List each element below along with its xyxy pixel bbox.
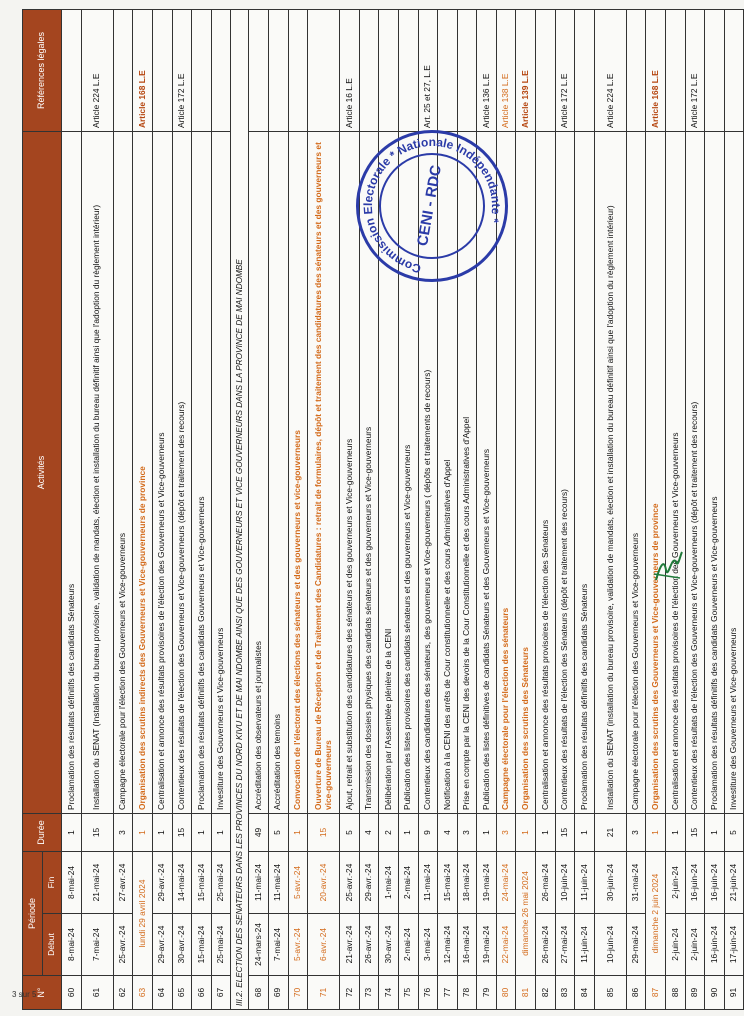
row-number: 70 [288,976,308,1010]
row-reference [666,10,686,132]
row-number: 79 [477,976,497,1010]
row-activite: Centralisation et annonce des résultats provisoires de l'élection des Sénateurs [536,132,556,814]
page-footer: 3 sur 5 [12,990,37,999]
row-debut: 7-mai-24 [268,914,288,976]
row-activite: Organisation des scrutins indirects des Gouverneurs et Vice-gouverneurs de province [133,132,153,814]
row-debut: 30-avr.-24 [379,914,399,976]
row-debut: 26-mai-24 [536,914,556,976]
table-row [192,10,212,1010]
row-debut: 16-juin-24 [705,914,725,976]
row-reference [705,10,725,132]
row-activite: Transmission des dossiers physiques des candidats sénateurs et des gouverneurs et Vice-gouverneurs [359,132,379,814]
row-reference [438,10,458,132]
table-row [133,10,153,1010]
row-duree: 1 [133,814,153,852]
row-duree: 1 [477,814,497,852]
row-number: 88 [666,976,686,1010]
row-activite: Délibération par l'Assemblée plénière de la CENI [379,132,399,814]
row-debut: 12-mai-24 [438,914,458,976]
row-debut: 22-mai-24 [496,914,516,976]
row-activite: Campagne électorale pour l'élection des sénateurs [496,132,516,814]
row-reference: Article 224 L.E [594,10,626,132]
row-duree: 1 [536,814,556,852]
row-duree: 1 [646,814,666,852]
row-duree: 4 [359,814,379,852]
table-row [705,10,725,1010]
row-reference [152,10,172,132]
row-reference: Article 138 L.E [496,10,516,132]
row-debut: 2-mai-24 [398,914,418,976]
table-row [516,10,536,1010]
row-debut: 24-mars-24 [249,914,269,976]
table-row [555,10,575,1010]
row-number: 73 [359,976,379,1010]
row-reference [288,10,308,132]
row-fin: 16-juin-24 [705,852,725,914]
row-debut: 17-juin-24 [724,914,744,976]
row-activite: Investiture des Gouverneurs et Vice-gouverneurs [211,132,231,814]
table-row [626,10,646,1010]
row-number: 64 [152,976,172,1010]
row-fin: 18-mai-24 [457,852,477,914]
row-fin: 8-mai-24 [62,852,82,914]
row-reference [249,10,269,132]
row-fin: 31-mai-24 [626,852,646,914]
row-number: 83 [555,976,575,1010]
row-activite: Contentieux des candidatures des sénateurs, des gouverneurs et Vice-gouverneurs ( dépôts et traitements de recours) [418,132,438,814]
row-fin: 10-juin-24 [555,852,575,914]
table-row [113,10,133,1010]
row-activite: Proclamation des résultats définitifs des candidats Sénateurs [62,132,82,814]
row-number: 65 [172,976,192,1010]
row-activite: Organisation des scrutins des Sénateurs [516,132,536,814]
row-duree: 1 [192,814,212,852]
row-duree: 1 [516,814,536,852]
row-debut: 26-avr.-24 [359,914,379,976]
row-debut: 15-mai-24 [192,914,212,976]
row-duree: 15 [172,814,192,852]
row-number: 74 [379,976,399,1010]
row-number: 62 [113,976,133,1010]
row-fin: 5-avr.-24 [288,852,308,914]
row-duree: 4 [438,814,458,852]
row-activite: Centralisation et annonce des résultats provisoires de l'élection des Gouverneurs et Vice-gouverneurs [666,132,686,814]
row-duree: 21 [594,814,626,852]
col-header-debut: Début [42,914,62,976]
section-title: III.2. ELECTION DES SENATEURS DANS LES PROVINCES DU NORD KIVU ET DE MAI NDOMBE AINSI QUE DES GOUVERNEURS ET VICE GOUVERNEURS DANS LA PROVINCE DE MAI NDOMBE [231,10,249,1010]
col-header-periode: Période [23,852,43,976]
row-reference [62,10,82,132]
row-fin: 11-mai-24 [249,852,269,914]
row-number: 82 [536,976,556,1010]
table-row [536,10,556,1010]
row-number: 66 [192,976,212,1010]
row-duree: 15 [555,814,575,852]
rotated-page [22,10,739,1010]
stamp-center-text: CENI - RDC [414,163,445,248]
header-row [23,10,43,1010]
row-reference: Article 172 L.E [172,10,192,132]
row-fin: 30-juin-24 [594,852,626,914]
row-reference: Article 224 L.E [81,10,113,132]
col-header-activites: Activités [23,132,62,814]
row-fin: 15-mai-24 [192,852,212,914]
row-reference: Article 172 L.E [685,10,705,132]
row-number: 75 [398,976,418,1010]
row-number: 91 [724,976,744,1010]
row-activite: Installation du SENAT (installation du bureau provisoire, validation de mandats, élection et installation du bureau définitif ainsi que l'adoption du règlement intérieur) [594,132,626,814]
row-reference: Article 139 L.E [516,10,536,132]
row-activite: Accréditation des observateurs et journalistes [249,132,269,814]
row-date: lundi 29 avril 2024 [133,852,153,976]
row-number: 61 [81,976,113,1010]
table-row [594,10,626,1010]
row-reference [457,10,477,132]
row-duree: 49 [249,814,269,852]
row-debut: 25-avr.-24 [113,914,133,976]
col-header-fin: Fin [42,852,62,914]
row-duree: 1 [666,814,686,852]
row-reference [359,10,379,132]
table-row [575,10,595,1010]
row-fin: 19-mai-24 [477,852,497,914]
row-duree: 1 [152,814,172,852]
row-number: 77 [438,976,458,1010]
row-debut: 27-mai-24 [555,914,575,976]
row-number: 89 [685,976,705,1010]
row-fin: 11-mai-24 [418,852,438,914]
row-activite: Campagne électorale pour l'élection des Gouverneurs et Vice-gouverneurs [626,132,646,814]
row-number: 81 [516,976,536,1010]
row-activite: Centralisation et annonce des résultats provisoires de l'élection des Gouverneurs et Vice-gouverneurs [152,132,172,814]
row-duree: 1 [398,814,418,852]
row-activite: Proclamation des résultats définitifs des candidats Sénateurs [575,132,595,814]
row-activite: Contentieux des résultats de l'élection des Gouverneurs et Vice-gouverneurs (dépôt et traitement des recours) [172,132,192,814]
ceni-stamp [344,118,520,294]
row-date: dimanche 2 juin 2024 [646,852,666,976]
row-reference [379,10,399,132]
row-reference: Article 136 L.E [477,10,497,132]
row-number: 67 [211,976,231,1010]
row-reference: Article 16 L.E [340,10,360,132]
row-debut: 29-mai-24 [626,914,646,976]
table-row [685,10,705,1010]
row-duree: 5 [724,814,744,852]
table-row [62,10,82,1010]
row-number: 80 [496,976,516,1010]
row-duree: 5 [268,814,288,852]
row-fin: 27-avr.-24 [113,852,133,914]
row-activite: Ouverture de Bureau de Réception et de Traitement des Candidatures : retrait de formulaires, dépôt et traitement des candidatures des sénateurs et des gouverneurs et vice-gouverneurs [308,132,340,814]
row-activite: Convocation de l'électorat des élections des sénateurs et des gouverneurs et vice-gouverneurs [288,132,308,814]
table-row [249,10,269,1010]
row-duree: 15 [81,814,113,852]
row-debut: 19-mai-24 [477,914,497,976]
row-fin: 16-juin-24 [685,852,705,914]
row-fin: 11-juin-24 [575,852,595,914]
row-activite: Notification à la CENI des arrêts de Cour constitutionnelle et des cours Administratives d'Appel [438,132,458,814]
row-duree: 3 [626,814,646,852]
row-reference [626,10,646,132]
row-fin: 14-mai-24 [172,852,192,914]
row-duree: 3 [113,814,133,852]
row-activite: Contentieux des résultats de l'élection des Gouverneurs et Vice-gouverneurs (dépôt et traitement des recours) [685,132,705,814]
row-duree: 9 [418,814,438,852]
row-number: 71 [308,976,340,1010]
row-fin: 26-mai-24 [536,852,556,914]
row-duree: 1 [575,814,595,852]
row-activite: Ajout, retrait et substitution des candidatures des sénateurs et des gouverneurs et Vice-gouverneurs [340,132,360,814]
table-row [288,10,308,1010]
row-number: 78 [457,976,477,1010]
row-reference [308,10,340,132]
row-fin: 11-mai-24 [268,852,288,914]
row-debut: 7-mai-24 [81,914,113,976]
row-activite: Publication des listes définitives de candidats Sénateurs et des Gouverneurs et Vice-gouverneurs [477,132,497,814]
row-reference: Art. 25 et 27, L.E [418,10,438,132]
row-fin: 21-juin-24 [724,852,744,914]
row-duree: 1 [705,814,725,852]
row-number: 69 [268,976,288,1010]
row-duree: 1 [62,814,82,852]
row-reference [268,10,288,132]
col-header-num: N° [23,976,62,1010]
row-number: 60 [62,976,82,1010]
table-row [152,10,172,1010]
row-number: 68 [249,976,269,1010]
row-date: dimanche 26 mai 2024 [516,852,536,976]
row-debut: 3-mai-24 [418,914,438,976]
row-activite: Publication des listes provisoires des candidats sénateurs et des gouverneurs et Vice-gouverneurs [398,132,418,814]
section-row [231,10,249,1010]
row-activite: Proclamation des résultats définitifs des candidats Gouverneurs et Vice-gouverneurs [705,132,725,814]
row-number: 87 [646,976,666,1010]
row-number: 90 [705,976,725,1010]
row-activite: Organisation des scrutins des Gouverneurs et Vice-gouverneurs de province [646,132,666,814]
row-debut: 29-avr.-24 [152,914,172,976]
table-row [340,10,360,1010]
table-row [724,10,744,1010]
row-duree: 3 [496,814,516,852]
row-fin: 15-mai-24 [438,852,458,914]
row-activite: Accréditation des temoins [268,132,288,814]
table-row [666,10,686,1010]
row-number: 85 [594,976,626,1010]
row-debut: 11-juin-24 [575,914,595,976]
row-debut: 25-mai-24 [211,914,231,976]
row-debut: 2-juin-24 [685,914,705,976]
row-number: 63 [133,976,153,1010]
row-debut: 5-avr.-24 [288,914,308,976]
table-row [646,10,666,1010]
row-reference: Article 172 L.E [555,10,575,132]
row-duree: 1 [288,814,308,852]
row-duree: 3 [457,814,477,852]
table-row [172,10,192,1010]
row-fin: 2-mai-24 [398,852,418,914]
table-row [268,10,288,1010]
stamp-ring-text: Commission Electorale * Nationale Indépendante * [360,134,504,276]
row-fin: 20-avr.-24 [308,852,340,914]
row-fin: 25-mai-24 [211,852,231,914]
row-activite: Prise en compte par la CENI des devoirs de la Cour Constitutionnelle et des cours Administratives d'Appel [457,132,477,814]
row-reference [113,10,133,132]
table-row [308,10,340,1010]
row-duree: 5 [340,814,360,852]
row-reference [192,10,212,132]
row-debut: 6-avr.-24 [308,914,340,976]
row-duree: 2 [379,814,399,852]
row-fin: 29-avr.-24 [152,852,172,914]
table-row [211,10,231,1010]
row-reference [575,10,595,132]
row-debut: 10-juin-24 [594,914,626,976]
row-reference: Article 168 L.E [133,10,153,132]
row-reference: Article 168 L.E [646,10,666,132]
row-duree: 1 [211,814,231,852]
table-row [81,10,113,1010]
row-number: 84 [575,976,595,1010]
row-fin: 2-juin-24 [666,852,686,914]
row-number: 76 [418,976,438,1010]
row-activite: Proclamation des résultats définitifs des candidats Gouverneurs et Vice-gouverneurs [192,132,212,814]
row-duree: 15 [308,814,340,852]
row-debut: 16-mai-24 [457,914,477,976]
row-activite: Campagne électorale pour l'élection des Gouverneurs et Vice-gouverneurs [113,132,133,814]
row-reference [398,10,418,132]
signature-mark [650,548,686,588]
row-fin: 1-mai-24 [379,852,399,914]
row-debut: 8-mai-24 [62,914,82,976]
row-fin: 21-mai-24 [81,852,113,914]
row-activite: Contentieux des résultats de l'élection des Sénateurs (dépôt et traitement des recours) [555,132,575,814]
col-header-references: Références légales [23,10,62,132]
row-activite: Investiture des Gouverneurs et Vice-gouverneurs [724,132,744,814]
row-activite: Installation du SENAT (Installation du bureau provisoire, validation de mandats, élection et installation du bureau définitif ainsi que l'adoption du règlement intérieur) [81,132,113,814]
row-debut: 21-avr.-24 [340,914,360,976]
row-debut: 2-juin-24 [666,914,686,976]
row-duree: 15 [685,814,705,852]
row-fin: 29-avr.-24 [359,852,379,914]
row-reference [724,10,744,132]
row-reference [211,10,231,132]
row-debut: 30-avr.-24 [172,914,192,976]
row-fin: 25-avr.-24 [340,852,360,914]
row-number: 72 [340,976,360,1010]
row-fin: 24-mai-24 [496,852,516,914]
row-number: 86 [626,976,646,1010]
col-header-duree: Durée [23,814,62,852]
row-reference [536,10,556,132]
